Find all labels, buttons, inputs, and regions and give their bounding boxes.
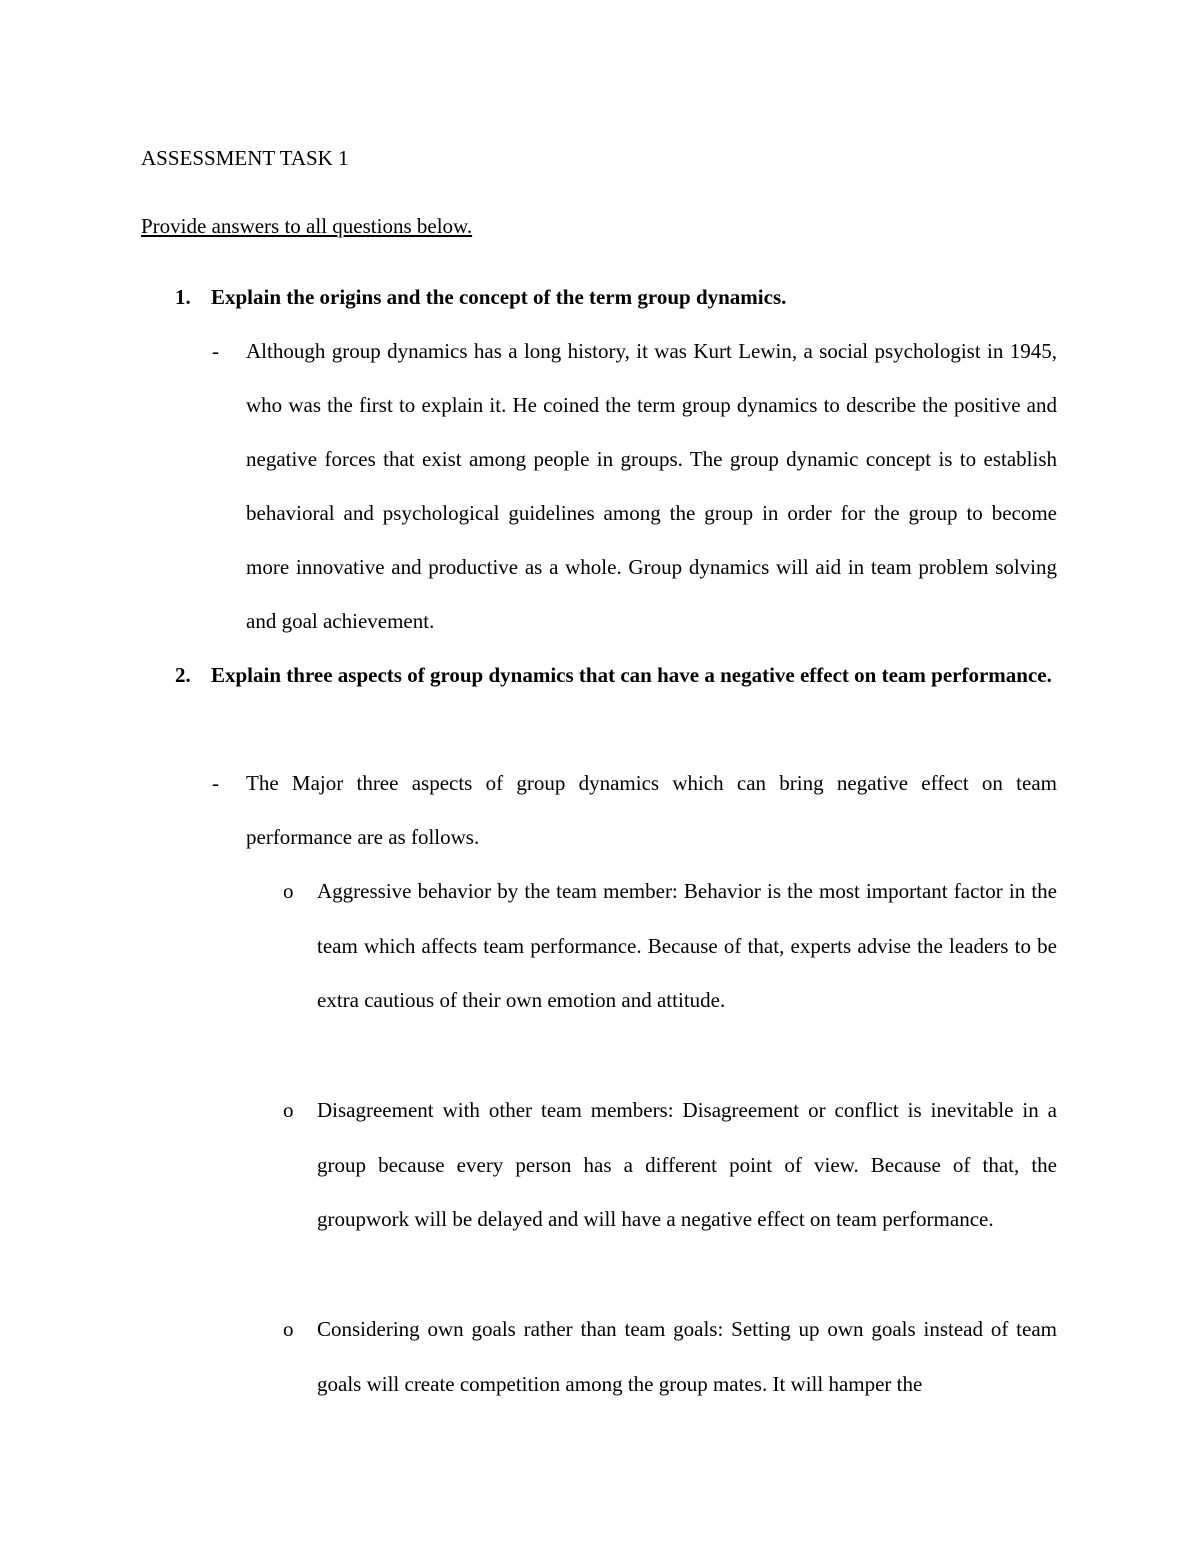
answer-text: The Major three aspects of group dynamics which can bring negative effect on team performance are as follows. bbox=[246, 771, 1057, 849]
bullet-marker: o bbox=[283, 879, 294, 903]
sub-item-text: Considering own goals rather than team goals: Setting up own goals instead of team goals will create competition among the group mates. It will hamper the bbox=[317, 1317, 1057, 1396]
document-title: ASSESSMENT TASK 1 bbox=[141, 146, 349, 170]
bullet-marker: o bbox=[283, 1098, 294, 1122]
question-text: Explain the origins and the concept of the term group dynamics. bbox=[211, 285, 787, 309]
sub-item-text: Aggressive behavior by the team member: Behavior is the most important factor in the team which affects team performance. Because of that, experts advise the leaders to be extra cautious of their own emotion and attitude. bbox=[317, 879, 1057, 1012]
answer-text: Although group dynamics has a long history, it was Kurt Lewin, a social psychologist in 1945, who was the first to explain it. He coined the term group dynamics to describe the positive and negative forces that exist among people in groups. The group dynamic concept is to establish behavioral and psychological guidelines among the group in order for the group to become more innovative and productive as a whole. Group dynamics will aid in team problem solving and goal achievement. bbox=[246, 339, 1057, 633]
sub-item-text: Disagreement with other team members: Disagreement or conflict is inevitable in a group because every person has a different point of view. Because of that, the groupwork will be delayed and will have a negative effect on team performance. bbox=[317, 1098, 1057, 1231]
answer-dash-marker: - bbox=[212, 771, 219, 795]
instructions-text: Provide answers to all questions below. bbox=[141, 214, 473, 238]
answer-dash-marker: - bbox=[212, 339, 219, 363]
question-text: Explain three aspects of group dynamics that can have a negative effect on team performance. bbox=[211, 663, 1052, 687]
question-number: 2. bbox=[175, 663, 191, 687]
question-number: 1. bbox=[175, 285, 191, 309]
bullet-marker: o bbox=[283, 1317, 294, 1341]
